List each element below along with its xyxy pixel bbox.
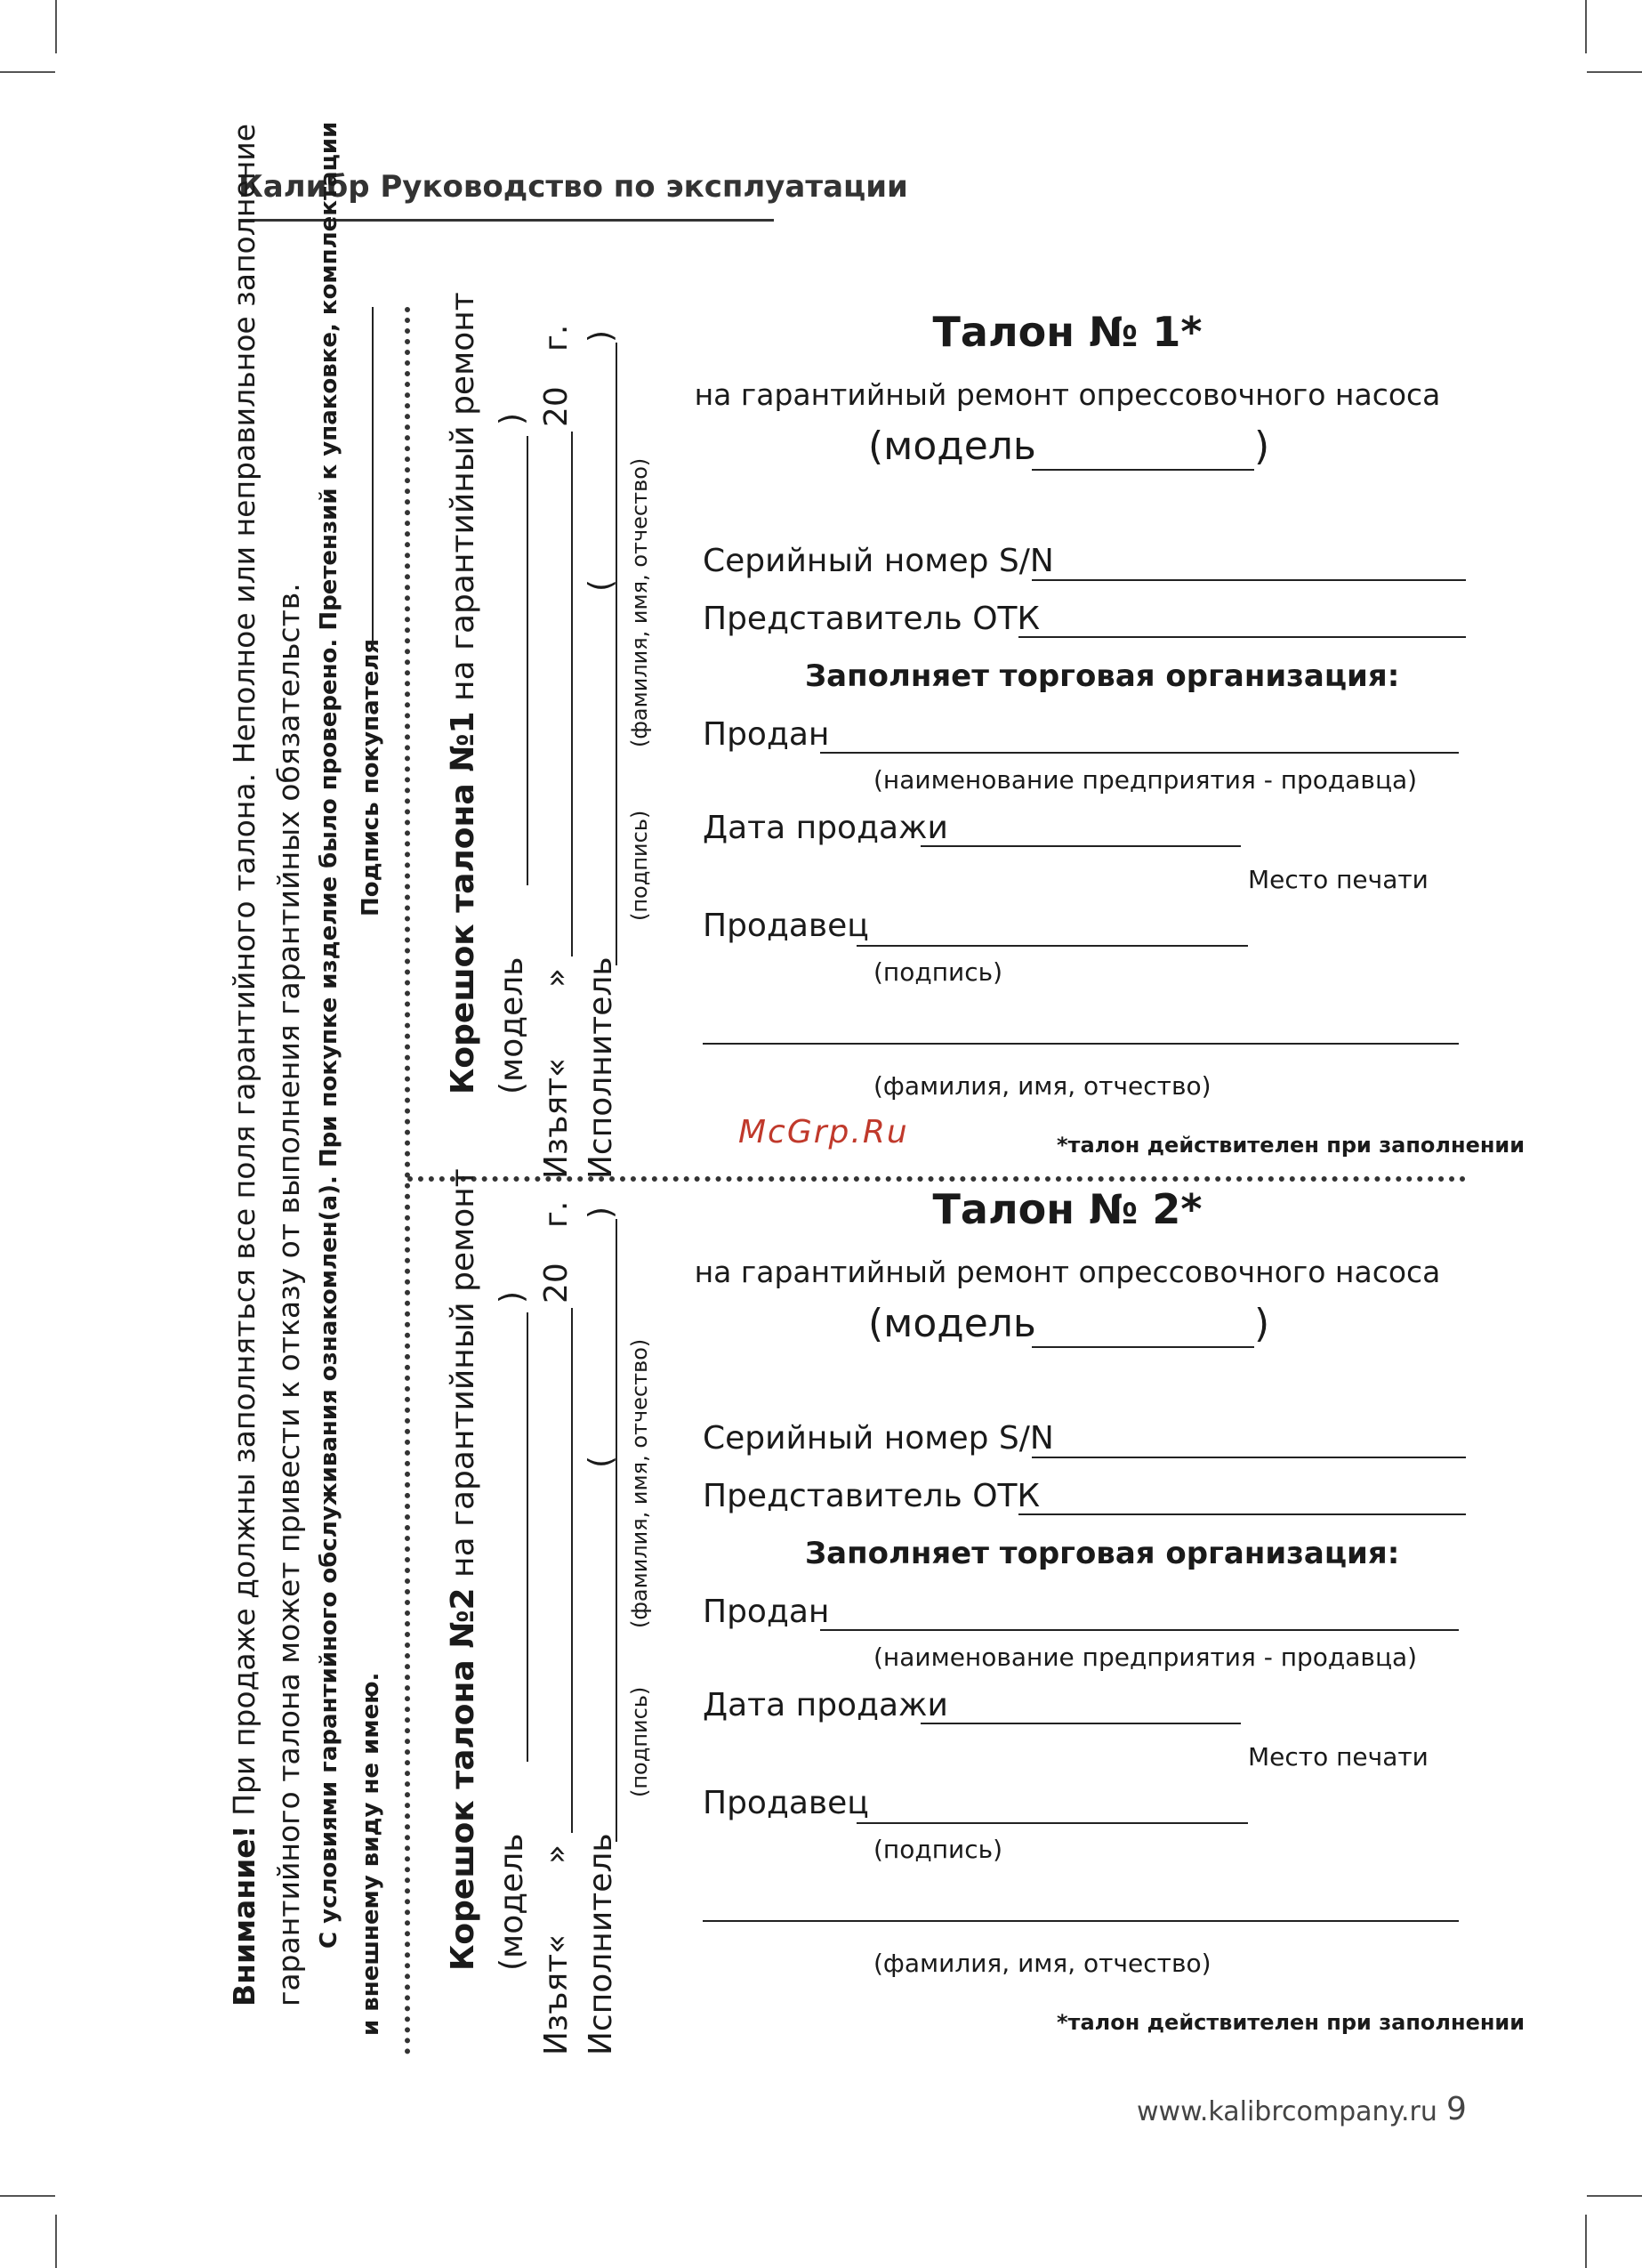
stub-taken-quote: » [538, 1844, 575, 1864]
stub-sign-hint: (подпись) [627, 810, 652, 921]
stub-model-line [527, 1312, 528, 1762]
footer-url: www.kalibrcompany.ru [1137, 2096, 1437, 2127]
coupon-title: Талон № 2* [932, 1185, 1203, 1233]
warning-bold: Внимание! [227, 1825, 262, 2006]
stub-paren-close: ) [583, 1206, 619, 1219]
serial-number-line[interactable] [1032, 1457, 1466, 1458]
stub-taken-label: Изъят« [538, 1057, 575, 1179]
otk-label: Представитель ОТК [703, 1478, 1041, 1514]
crop-mark [0, 2195, 55, 2197]
coupon-model-label: (модель [868, 424, 1036, 469]
crop-mark [1585, 0, 1587, 53]
warning-text-2: гарантийного талона может привести к отказу от выполнения гарантийных обязательств. [271, 583, 306, 2006]
stub-title-rest: на гарантийный ремонт [445, 1168, 481, 1588]
seller-hint: (подпись) [873, 957, 1003, 987]
stub-taken-line [571, 1308, 573, 1833]
serial-number-label: Серийный номер S/N [703, 543, 1054, 579]
crop-mark [55, 2215, 57, 2268]
otk-line[interactable] [1018, 1513, 1466, 1515]
crop-mark [0, 71, 55, 73]
seller-hint: (подпись) [873, 1835, 1003, 1864]
coupon-title: Талон № 1* [932, 308, 1203, 356]
fullname-hint: (фамилия, имя, отчество) [873, 1071, 1211, 1101]
stamp-place-label: Место печати [1248, 1742, 1429, 1772]
seller-line[interactable] [857, 945, 1248, 947]
stub-executor-label: Исполнитель [583, 1833, 619, 2055]
stub-executor-line [616, 343, 617, 965]
stub-model-close: ) [494, 1290, 530, 1303]
sale-date-label: Дата продажи [703, 810, 948, 846]
stub-model-line [527, 436, 528, 885]
coupon-model-close: ) [1254, 1301, 1270, 1346]
conditions-text-2: и внешнему виду не имею. [358, 1672, 384, 2036]
crop-mark [55, 0, 57, 53]
sold-line[interactable] [820, 1629, 1459, 1631]
stub-executor-label: Исполнитель [583, 956, 619, 1179]
coupon-model-close: ) [1254, 424, 1270, 469]
coupon-model-line [1032, 1346, 1254, 1348]
stub-taken-quote: » [538, 967, 575, 988]
stub-taken-label: Изъят« [538, 1933, 575, 2055]
stub-title-rest: на гарантийный ремонт [445, 292, 481, 712]
trade-org-heading: Заполняет торговая организация: [805, 1536, 1400, 1571]
stub-paren-open: ( [583, 1455, 619, 1468]
stub-paren-close: ) [583, 329, 619, 343]
coupon-validity-note: *талон действителен при заполнении [1057, 1133, 1525, 1158]
seller-label: Продавец [703, 908, 869, 944]
fullname-line[interactable] [703, 1043, 1459, 1045]
sale-date-line[interactable] [921, 1723, 1241, 1724]
page-number: 9 [1446, 2091, 1467, 2127]
sold-hint: (наименование предприятия - продавца) [873, 1642, 1418, 1672]
stamp-place-label: Место печати [1248, 865, 1429, 894]
crop-mark [1587, 71, 1642, 73]
stub-model-close: ) [494, 412, 530, 425]
stub-model-label: (модель [494, 956, 530, 1094]
buyer-signature-label: Подпись покупателя [358, 638, 384, 916]
stub-year-prefix: 20 [538, 1263, 575, 1303]
stub-sign-hint: (подпись) [627, 1686, 652, 1797]
warning-text-1: При продаже должны заполняться все поля гарантийного талона. Неполное или неправильное заполнение [227, 123, 262, 1826]
stub-model-label: (модель [494, 1833, 530, 1971]
conditions-text-1: С условиями гарантийного обслуживания ознакомлен(а). При покупке изделие было проверено. Претензий к упаковке, комплектации [316, 121, 342, 1949]
page-header-title: Калибр Руководство по эксплуатации [238, 169, 908, 205]
stub-title-bold: Корешок талона №1 [445, 711, 481, 1094]
buyer-signature-line [372, 307, 374, 650]
crop-mark [1585, 2215, 1587, 2268]
stub-year-suffix: г. [538, 324, 575, 351]
sale-date-line[interactable] [921, 845, 1241, 847]
stub-executor-line [616, 1219, 617, 1842]
otk-line[interactable] [1018, 636, 1466, 638]
coupon-model-label: (модель [868, 1301, 1036, 1346]
sold-label: Продан [703, 1594, 830, 1630]
stub-name-hint: (фамилия, имя, отчество) [627, 1338, 652, 1628]
sold-line[interactable] [820, 752, 1459, 754]
coupon-subtitle: на гарантийный ремонт опрессовочного насоса [694, 1255, 1441, 1289]
watermark: McGrp.Ru [738, 1114, 909, 1150]
coupon-validity-note: *талон действителен при заполнении [1057, 2010, 1525, 2035]
sold-label: Продан [703, 716, 830, 753]
sale-date-label: Дата продажи [703, 1687, 948, 1723]
coupon-model-line [1032, 469, 1254, 471]
otk-label: Представитель ОТК [703, 601, 1041, 637]
stub-year-suffix: г. [538, 1200, 575, 1228]
stub-year-prefix: 20 [538, 386, 575, 427]
seller-label: Продавец [703, 1785, 869, 1821]
stub-taken-line [571, 432, 573, 956]
fullname-hint: (фамилия, имя, отчество) [873, 1949, 1211, 1978]
seller-line[interactable] [857, 1822, 1248, 1824]
trade-org-heading: Заполняет торговая организация: [805, 658, 1400, 694]
serial-number-line[interactable] [1032, 579, 1466, 581]
crop-mark [1587, 2195, 1642, 2197]
fullname-line[interactable] [703, 1920, 1459, 1922]
coupon-subtitle: на гарантийный ремонт опрессовочного насоса [694, 377, 1441, 412]
stub-name-hint: (фамилия, имя, отчество) [627, 457, 652, 747]
stub-paren-open: ( [583, 578, 619, 592]
sold-hint: (наименование предприятия - продавца) [873, 765, 1418, 795]
stub-title-bold: Корешок талона №2 [445, 1587, 481, 1971]
serial-number-label: Серийный номер S/N [703, 1420, 1054, 1457]
